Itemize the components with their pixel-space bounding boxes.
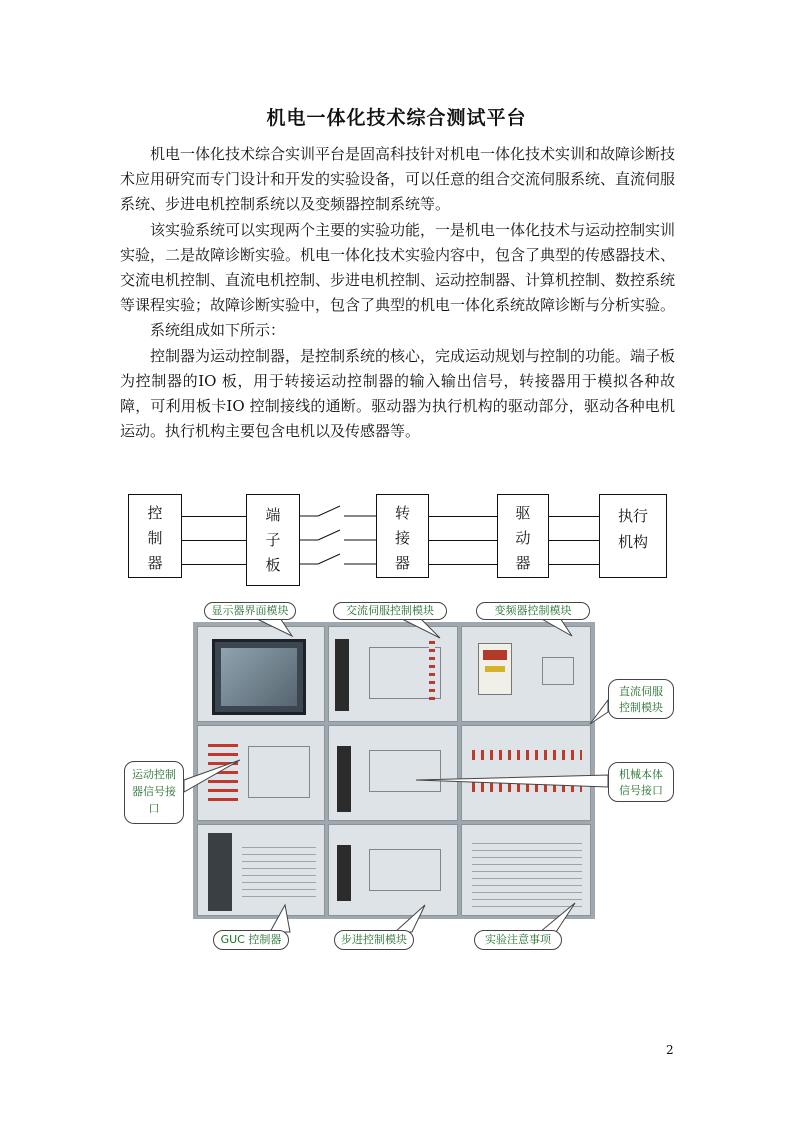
paragraph-intro: 机电一体化技术综合实训平台是固高科技针对机电一体化技术实训和故障诊断技术应用研究而专门设计和开发的实验设备，可以任意的组合交流伺服系统、直流伺服系统、步进电机控制系统以及变频器控制系统等。 — [120, 145, 676, 214]
label: 转 — [394, 504, 410, 522]
label: 控 — [147, 504, 163, 522]
callout-experiment-notes: 实验注意事项 — [474, 930, 562, 950]
label: 子 — [265, 531, 281, 549]
paragraph-functions: 该实验系统可以实现两个主要的实验功能，一是机电一体化技术与运动控制实训实验，二是故障诊断实验。机电一体化技术实验内容中，包含了典型的传感器技术、交流电机控制、直流电机控制、步进电机控制、运动控制器、计算机控制、数控系统等课程实验；故障诊断实验中，包含了典型的机电一体化系统故障诊断与分析实验。 — [120, 220, 676, 315]
page-title: 机电一体化技术综合测试平台 — [266, 107, 527, 129]
label: 接 — [394, 529, 410, 547]
label: 板 — [265, 556, 281, 574]
label: 驱 — [515, 504, 531, 522]
label: 动 — [515, 529, 531, 547]
callout-ac-servo: 交流伺服控制模块 — [333, 602, 447, 620]
label: 机构 — [617, 533, 648, 551]
label: 器 — [515, 554, 531, 572]
label: 器 — [394, 554, 410, 572]
label: 执行 — [617, 507, 648, 525]
label: 制 — [147, 529, 163, 547]
callout-inverter: 变频器控制模块 — [476, 602, 590, 620]
callout-machine-io: 机械本体信号接口 — [608, 762, 674, 802]
label: 器 — [147, 554, 163, 572]
callout-motion-controller-io: 运动控制器信号接口 — [124, 761, 184, 824]
label: 端 — [265, 506, 281, 524]
paragraph-components: 控制器为运动控制器，是控制系统的核心，完成运动规划与控制的功能。端子板为控制器的IO 板，用于转接运动控制器的输入输出信号，转接器用于模拟各种故障，可利用板卡IO 控制接线的通断。驱动器为执行机构的驱动部分，驱动各种电机运动。执行机构主要包含电机以及传感器等。 — [120, 346, 676, 441]
callout-dc-servo: 直流伺服控制模块 — [608, 679, 674, 719]
callout-stepper: 步进控制模块 — [334, 930, 414, 950]
callout-display-module: 显示器界面模块 — [204, 602, 296, 620]
paragraph-composition: 系统组成如下所示： — [150, 321, 286, 340]
page-number: 2 — [666, 1043, 674, 1057]
callout-guc-controller: GUC 控制器 — [213, 930, 289, 950]
